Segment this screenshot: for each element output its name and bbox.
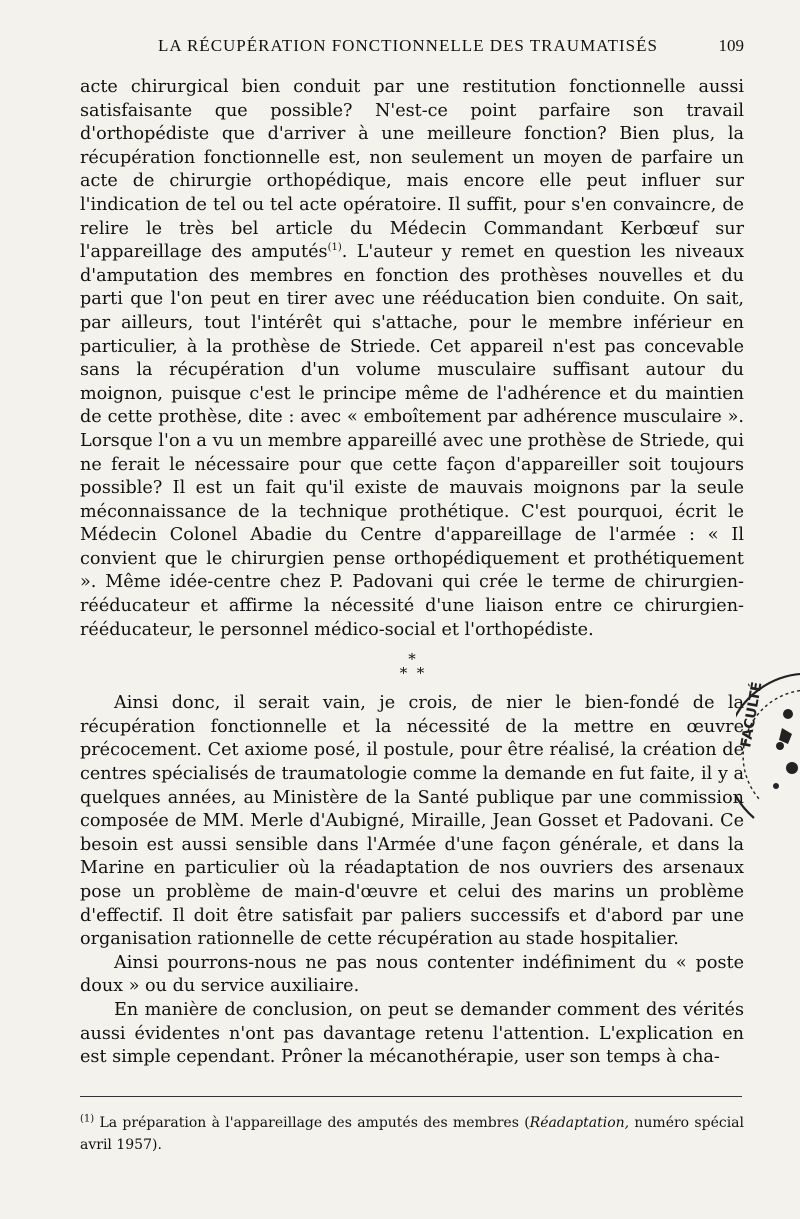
page-number: 109 (718, 36, 744, 55)
paragraph-1 (80, 76, 744, 642)
library-stamp (736, 668, 800, 858)
asterism-bottom: * * (399, 664, 425, 683)
footnote-divider (80, 1096, 742, 1097)
paragraph-1-text: acte chirurgical bien conduit par une restitution fonctionnelle aussi satisfaisante que possible? N'est-ce point parfaire son travail d'orthopédiste que d'arriver à une meilleure fonction? Bien plus, la récupération fonctionnelle est, non seulement un moyen de parfaire un acte de chirurgie orthopédique, mais encore elle peut influer sur l'indication de tel ou tel acte opératoire. Il suffit, pour s'en convaincre, de relire le très bel article du Médecin Commandant Kerbœuf sur l'appareillage des amputés (80, 77, 744, 263)
footnote-marker: (1) (80, 1113, 95, 1125)
page-header (80, 36, 752, 60)
body-text (80, 76, 744, 1070)
footnote-journal-title: Réadaptation, (529, 1115, 630, 1131)
footnote-text: La préparation à l'appareillage des amputés des membres ( (94, 1115, 530, 1131)
footnote-reference[interactable]: (1) (327, 242, 342, 254)
stamp-lettering: FACULTÉ (738, 680, 766, 749)
section-break-asterism (80, 650, 744, 683)
footnote-text-end: numéro spécial avril 1957). (80, 1115, 744, 1153)
paragraph-3: Ainsi pourrons-nous ne pas nous contenter indéfiniment du « poste doux » ou du service auxiliaire. (80, 952, 744, 997)
paragraph-4: En manière de conclusion, on peut se demander comment des vérités aussi évidentes n'ont pas davantage retenu l'attention. L'explication en est simple cependant. Prôner la mécanothérapie, user son temps à cha- (80, 999, 744, 1068)
footnote (80, 1112, 744, 1156)
paragraph-1-text-continued: . L'auteur y remet en question les niveaux d'amputation des membres en fonction des prothèses nouvelles et du parti que l'on peut en tirer avec une rééducation bien conduite. On sait, par ailleurs, tout l'intérêt qui s'attache, pour le membre inférieur en particulier, à la prothèse de Striede. Cet appareil n'est pas concevable sans la récupération d'un volume musculaire suffisant autour du moignon, puisque c'est le principe même de l'adhérence et du maintien de cette prothèse, dite : avec « emboîtement par adhérence musculaire ». Lorsque l'on a vu un membre appareillé avec une prothèse de Striede, qui ne ferait le nécessaire pour que cette façon d'appareiller soit toujours possible? Il est un fait qu'il existe de mauvais moignons par la seule méconnaissance de la technique prothétique. C'est pourquoi, écrit le Médecin Colonel Abadie du Centre d'appareillage de l'armée : « Il convient que le chirurgien pense orthopédiquement et prothétiquement ». Même idée-centre chez P. Padovani qui crée le terme de chirurgien-rééducateur et affirme la nécessité d'une liaison entre ce chirurgien-rééducateur, le personnel médico-social et l'orthopédiste. (80, 242, 745, 640)
paragraph-2: Ainsi donc, il serait vain, je crois, de nier le bien-fondé de la récupération fonctionnelle et la nécessité de la mettre en œuvre précocement. Cet axiome posé, il postule, pour être réalisé, la création de centres spécialisés de traumatologie comme la demande en fut faite, il y a quelques années, au Ministère de la Santé publique par une commission composée de MM. Merle d'Aubigné, Miraille, Jean Gosset et Padovani. Ce besoin est aussi sensible dans l'Armée d'une façon générale, et dans la Marine en particulier où la réadaptation de nos ouvriers des arsenaux pose un problème de main-d'œuvre et celui des marins un problème d'effectif. Il doit être satisfait par paliers successifs et d'abord par une organisation rationnelle de cette récupération au stade hospitalier. (80, 693, 744, 950)
running-head: LA RÉCUPÉRATION FONCTIONNELLE DES TRAUMATISÉS (158, 36, 658, 55)
asterism-top: * (408, 650, 416, 669)
